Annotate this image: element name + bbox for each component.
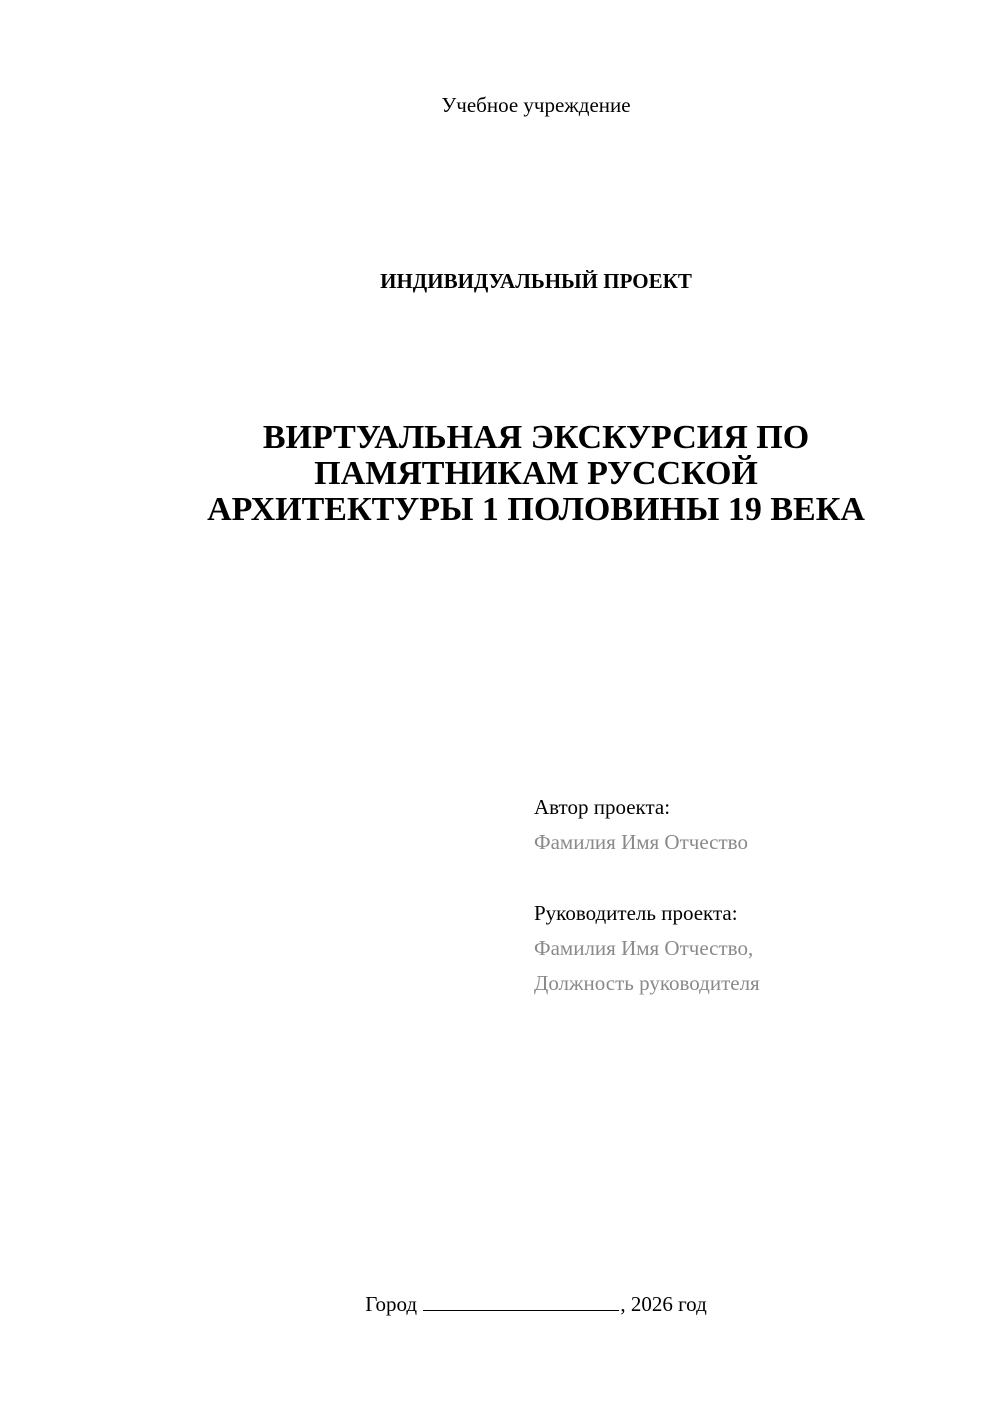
footer-city-year [36, 1290, 1000, 1318]
author-label: Автор проекта: [534, 795, 671, 819]
project-info-block [534, 790, 760, 1001]
institution-name: Учебное учреждение [441, 93, 631, 117]
project-title-line-1: ВИРТУАЛЬНАЯ ЭКСКУРСИЯ ПО [262, 419, 810, 456]
author-name: Фамилия Имя Отчество [534, 830, 748, 854]
project-title-line-3: АРХИТЕКТУРЫ 1 ПОЛОВИНЫ 19 ВЕКА [207, 491, 865, 528]
supervisor-label: Руководитель проекта: [534, 901, 738, 925]
project-title [36, 420, 1000, 528]
project-type-heading: ИНДИВИДУАЛЬНЫЙ ПРОЕКТ [380, 269, 692, 293]
city-label: Город [365, 1292, 418, 1316]
supervisor-name: Фамилия Имя Отчество, [534, 936, 754, 960]
city-blank-line [423, 1290, 619, 1311]
year-text: , 2026 год [620, 1292, 707, 1316]
supervisor-position: Должность руководителя [534, 971, 760, 995]
info-spacer [534, 860, 760, 896]
project-title-line-2: ПАМЯТНИКАМ РУССКОЙ [314, 455, 758, 492]
